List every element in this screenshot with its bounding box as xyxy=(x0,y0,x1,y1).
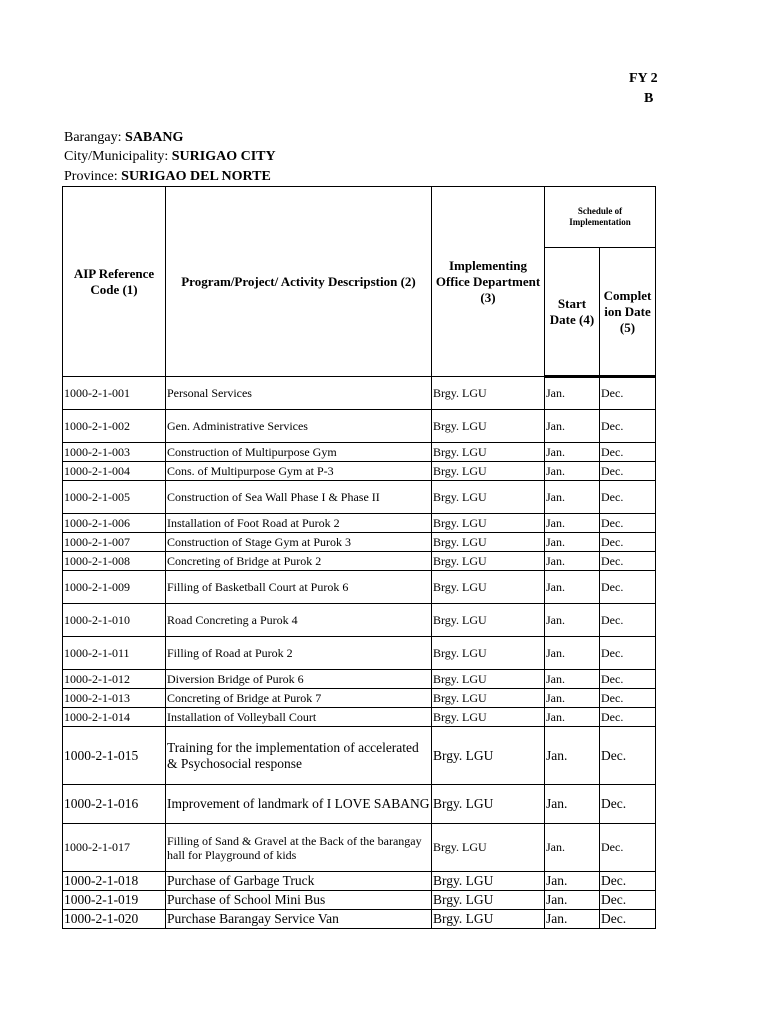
cell-aip-code: 1000-2-1-004 xyxy=(63,462,166,481)
table-row xyxy=(63,637,656,670)
cell-office: Brgy. LGU xyxy=(432,443,545,462)
table-row xyxy=(63,872,656,891)
cell-start-date: Jan. xyxy=(545,533,600,552)
table-row xyxy=(63,727,656,785)
cell-description: Installation of Volleyball Court xyxy=(166,708,432,727)
cell-start-date: Jan. xyxy=(545,670,600,689)
cell-description: Purchase Barangay Service Van xyxy=(166,910,432,929)
table-row xyxy=(63,443,656,462)
cell-office: Brgy. LGU xyxy=(432,824,545,872)
cell-aip-code: 1000-2-1-011 xyxy=(63,637,166,670)
cell-start-date: Jan. xyxy=(545,377,600,410)
cell-description: Purchase of Garbage Truck xyxy=(166,872,432,891)
cell-completion-date: Dec. xyxy=(600,514,656,533)
cell-description: Filling of Basketball Court at Purok 6 xyxy=(166,571,432,604)
cell-office: Brgy. LGU xyxy=(432,514,545,533)
cell-aip-code: 1000-2-1-002 xyxy=(63,410,166,443)
header-aip-code: AIP Reference Code (1) xyxy=(63,187,166,377)
cell-start-date: Jan. xyxy=(545,824,600,872)
cell-description: Construction of Stage Gym at Purok 3 xyxy=(166,533,432,552)
cell-description: Construction of Multipurpose Gym xyxy=(166,443,432,462)
cell-start-date: Jan. xyxy=(545,785,600,824)
cell-description: Training for the implementation of accelerated & Psychosocial response xyxy=(166,727,432,785)
cell-completion-date: Dec. xyxy=(600,443,656,462)
cell-aip-code: 1000-2-1-006 xyxy=(63,514,166,533)
cell-aip-code: 1000-2-1-018 xyxy=(63,872,166,891)
table-row xyxy=(63,891,656,910)
cell-office: Brgy. LGU xyxy=(432,462,545,481)
table-row xyxy=(63,670,656,689)
report-title-line-2: B xyxy=(644,91,654,106)
cell-description: Concreting of Bridge at Purok 2 xyxy=(166,552,432,571)
cell-completion-date: Dec. xyxy=(600,481,656,514)
header-description: Program/Project/ Activity Descripstion (2) xyxy=(166,187,432,377)
cell-office: Brgy. LGU xyxy=(432,481,545,514)
cell-completion-date: Dec. xyxy=(600,689,656,708)
cell-start-date: Jan. xyxy=(545,708,600,727)
table-row xyxy=(63,785,656,824)
cell-aip-code: 1000-2-1-019 xyxy=(63,891,166,910)
cell-completion-date: Dec. xyxy=(600,637,656,670)
table-row xyxy=(63,533,656,552)
cell-office: Brgy. LGU xyxy=(432,708,545,727)
cell-start-date: Jan. xyxy=(545,637,600,670)
table-row xyxy=(63,824,656,872)
cell-aip-code: 1000-2-1-008 xyxy=(63,552,166,571)
cell-completion-date: Dec. xyxy=(600,571,656,604)
city-value: SURIGAO CITY xyxy=(171,149,276,164)
barangay-value: SABANG xyxy=(125,130,184,145)
cell-start-date: Jan. xyxy=(545,552,600,571)
table-row xyxy=(63,552,656,571)
cell-office: Brgy. LGU xyxy=(432,891,545,910)
cell-aip-code: 1000-2-1-001 xyxy=(63,377,166,410)
cell-office: Brgy. LGU xyxy=(432,872,545,891)
cell-aip-code: 1000-2-1-007 xyxy=(63,533,166,552)
cell-start-date: Jan. xyxy=(545,891,600,910)
cell-start-date: Jan. xyxy=(545,872,600,891)
cell-start-date: Jan. xyxy=(545,443,600,462)
report-title-line-1: FY 2 xyxy=(629,71,658,86)
aip-table xyxy=(62,186,656,929)
city-line xyxy=(64,149,276,165)
cell-description: Gen. Administrative Services xyxy=(166,410,432,443)
cell-completion-date: Dec. xyxy=(600,872,656,891)
cell-start-date: Jan. xyxy=(545,462,600,481)
cell-completion-date: Dec. xyxy=(600,891,656,910)
cell-aip-code: 1000-2-1-013 xyxy=(63,689,166,708)
cell-completion-date: Dec. xyxy=(600,604,656,637)
cell-office: Brgy. LGU xyxy=(432,410,545,443)
cell-aip-code: 1000-2-1-012 xyxy=(63,670,166,689)
cell-description: Filling of Road at Purok 2 xyxy=(166,637,432,670)
header-office: Implementing Office Department (3) xyxy=(432,187,545,377)
province-label: Province: xyxy=(64,169,122,184)
cell-completion-date: Dec. xyxy=(600,727,656,785)
cell-description: Concreting of Bridge at Purok 7 xyxy=(166,689,432,708)
cell-completion-date: Dec. xyxy=(600,824,656,872)
cell-start-date: Jan. xyxy=(545,481,600,514)
cell-aip-code: 1000-2-1-014 xyxy=(63,708,166,727)
cell-description: Personal Services xyxy=(166,377,432,410)
cell-aip-code: 1000-2-1-020 xyxy=(63,910,166,929)
city-label: City/Municipality: xyxy=(64,149,172,164)
barangay-label: Barangay: xyxy=(64,130,126,145)
cell-start-date: Jan. xyxy=(545,689,600,708)
cell-office: Brgy. LGU xyxy=(432,637,545,670)
table-row xyxy=(63,410,656,443)
cell-start-date: Jan. xyxy=(545,410,600,443)
cell-start-date: Jan. xyxy=(545,604,600,637)
table-row xyxy=(63,708,656,727)
cell-description: Purchase of School Mini Bus xyxy=(166,891,432,910)
cell-completion-date: Dec. xyxy=(600,533,656,552)
cell-aip-code: 1000-2-1-015 xyxy=(63,727,166,785)
cell-office: Brgy. LGU xyxy=(432,689,545,708)
barangay-line xyxy=(64,130,183,146)
table-row xyxy=(63,689,656,708)
province-line xyxy=(64,169,271,185)
cell-completion-date: Dec. xyxy=(600,462,656,481)
cell-office: Brgy. LGU xyxy=(432,785,545,824)
cell-start-date: Jan. xyxy=(545,727,600,785)
cell-office: Brgy. LGU xyxy=(432,552,545,571)
cell-office: Brgy. LGU xyxy=(432,571,545,604)
table-row xyxy=(63,462,656,481)
table-row xyxy=(63,604,656,637)
table-row xyxy=(63,377,656,410)
cell-office: Brgy. LGU xyxy=(432,670,545,689)
cell-completion-date: Dec. xyxy=(600,708,656,727)
cell-description: Diversion Bridge of Purok 6 xyxy=(166,670,432,689)
cell-completion-date: Dec. xyxy=(600,910,656,929)
cell-description: Cons. of Multipurpose Gym at P-3 xyxy=(166,462,432,481)
cell-office: Brgy. LGU xyxy=(432,910,545,929)
header-schedule: Schedule of Implementation xyxy=(545,187,656,248)
table-row xyxy=(63,481,656,514)
cell-description: Installation of Foot Road at Purok 2 xyxy=(166,514,432,533)
cell-description: Road Concreting a Purok 4 xyxy=(166,604,432,637)
cell-office: Brgy. LGU xyxy=(432,377,545,410)
cell-completion-date: Dec. xyxy=(600,552,656,571)
cell-office: Brgy. LGU xyxy=(432,533,545,552)
table-row xyxy=(63,571,656,604)
cell-completion-date: Dec. xyxy=(600,410,656,443)
cell-aip-code: 1000-2-1-009 xyxy=(63,571,166,604)
cell-aip-code: 1000-2-1-003 xyxy=(63,443,166,462)
table-body xyxy=(63,377,656,929)
cell-description: Construction of Sea Wall Phase I & Phase II xyxy=(166,481,432,514)
cell-completion-date: Dec. xyxy=(600,670,656,689)
province-value: SURIGAO DEL NORTE xyxy=(121,169,271,184)
cell-start-date: Jan. xyxy=(545,571,600,604)
cell-aip-code: 1000-2-1-005 xyxy=(63,481,166,514)
header-completion-date: Complet ion Date (5) xyxy=(600,248,656,377)
cell-start-date: Jan. xyxy=(545,910,600,929)
cell-aip-code: 1000-2-1-016 xyxy=(63,785,166,824)
table-row xyxy=(63,514,656,533)
table-row xyxy=(63,910,656,929)
cell-description: Improvement of landmark of I LOVE SABANG xyxy=(166,785,432,824)
cell-aip-code: 1000-2-1-017 xyxy=(63,824,166,872)
cell-start-date: Jan. xyxy=(545,514,600,533)
cell-completion-date: Dec. xyxy=(600,785,656,824)
header-start-date: Start Date (4) xyxy=(545,248,600,377)
cell-aip-code: 1000-2-1-010 xyxy=(63,604,166,637)
cell-completion-date: Dec. xyxy=(600,377,656,410)
cell-description: Filling of Sand & Gravel at the Back of the barangay hall for Playground of kids xyxy=(166,824,432,872)
cell-office: Brgy. LGU xyxy=(432,727,545,785)
cell-office: Brgy. LGU xyxy=(432,604,545,637)
